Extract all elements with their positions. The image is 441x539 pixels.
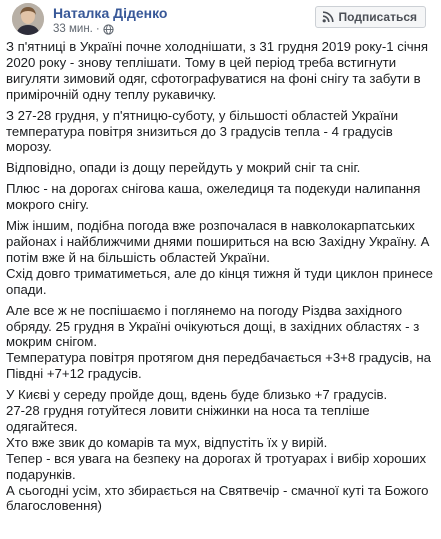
avatar-photo xyxy=(12,3,44,35)
subscribe-button[interactable] xyxy=(315,6,426,28)
meta-separator: · xyxy=(95,23,100,35)
rss-icon xyxy=(322,11,334,23)
author-name[interactable]: Наталка Діденко xyxy=(53,5,168,21)
post-paragraph-3: Відповідно, опади із дощу перейдуть у мокрий сніг та сніг. xyxy=(6,160,361,176)
globe-icon[interactable] xyxy=(103,24,114,35)
avatar[interactable] xyxy=(12,3,44,35)
subscribe-label: Подписаться xyxy=(338,10,417,24)
post-paragraph-5: Між іншим, подібна погода вже розпочалася в навколокарпатських районах і найближчими днями пошириться на всю Західну Україну. А потім вже й на більшість областей України. Схід довго триматиметься, але до кінця тижня й туди циклон принесе опади. xyxy=(6,218,433,297)
post-body xyxy=(6,39,434,519)
post-paragraph-2: З 27-28 грудня, у п'ятницю-суботу, у більшості областей України температура повітря знизиться до 3 градусів тепла - 4 градусів морозу. xyxy=(6,107,399,155)
post-paragraph-1: З п'ятниці в Україні почне холоднішати, з 31 грудня 2019 року-1 січня 2020 року - знову теплішати. Тому в цей період треба встигнути вигуляти зимовий одяг, сфотографуватися на фоні снігу та забути в примірочній одну теплу рукавичку. xyxy=(6,39,429,102)
post-paragraph-4: Плюс - на дорогах снігова каша, ожеледиця та подекуди налипання мокрого снігу. xyxy=(6,181,421,213)
post-header xyxy=(6,0,435,38)
post-meta xyxy=(53,23,114,35)
post-paragraph-7: У Києві у середу пройде дощ, вдень буде близько +7 градусів. 27-28 грудня готуйтеся ловити сніжинки на носа та тепліше одягайтеся. Хто вже звик до комарів та мух, відпустіть їх у вирій. Тепер - вся увага на безпеку на дорогах й тротуарах і вибір хороших подарунків. А сьогодні усім, хто збирається на Святвечір - смачної куті та Божого благословення) xyxy=(6,387,429,514)
post-paragraph-6: Але все ж не поспішаємо і поглянемо на погоду Різдва західного обряду. 25 грудня в Україні очікуються дощі, в західних областях - з мокрим снігом. Температура повітря протягом дня передбачається +3+8 градусів, на Півдні +7+12 градусів. xyxy=(6,302,431,382)
post-time[interactable]: 33 мин. xyxy=(53,23,93,35)
